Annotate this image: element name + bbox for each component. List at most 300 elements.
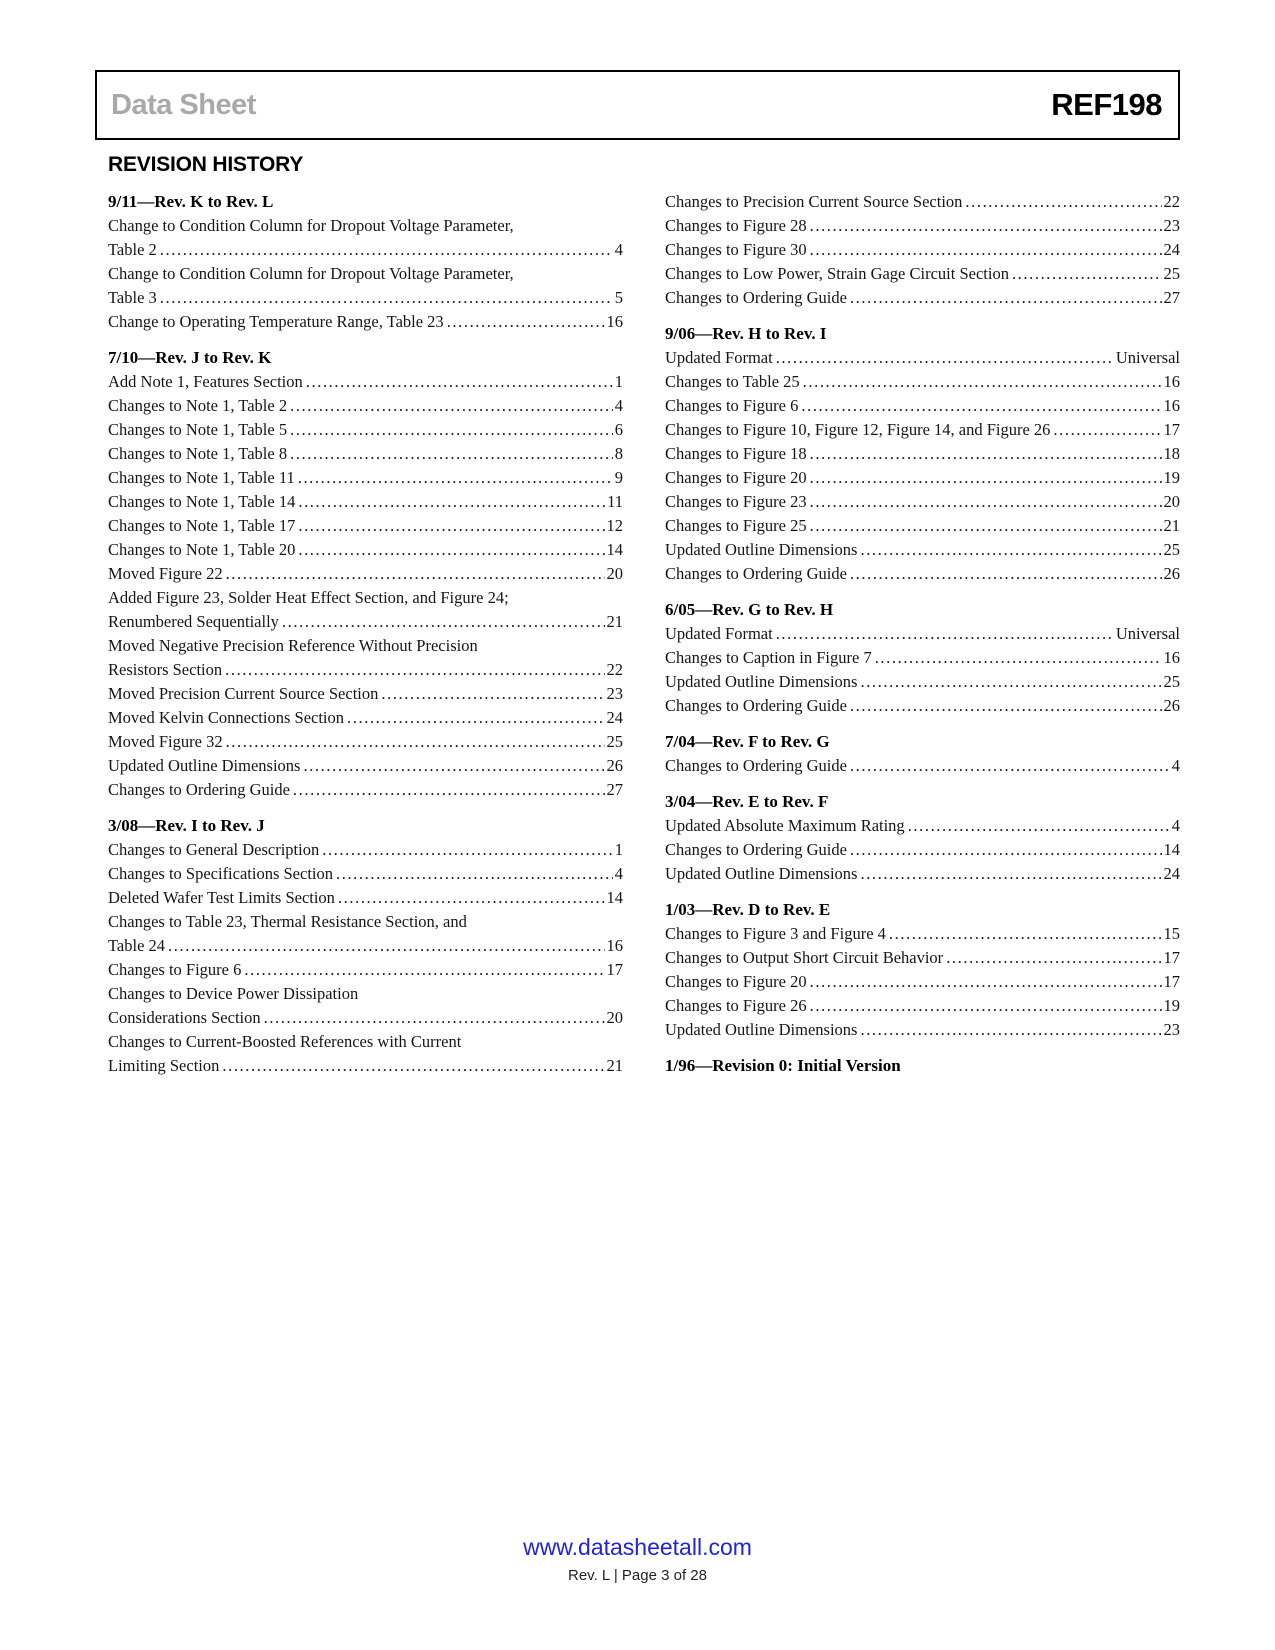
revision-entry-row (665, 490, 1180, 514)
revision-entry-page: 24 (1163, 240, 1180, 259)
revision-entry (665, 466, 1180, 490)
revision-entry-page: 9 (614, 468, 623, 487)
revision-entry-text: Updated Outline Dimensions (665, 864, 858, 883)
revision-entry (108, 634, 623, 682)
revision-entry-page: 25 (606, 732, 623, 751)
revision-entry-page: 25 (1163, 672, 1180, 691)
revision-entry-row (665, 538, 1180, 562)
revision-entry-page: 4 (1171, 756, 1180, 775)
leader-dots (803, 370, 1162, 394)
leader-dots (860, 670, 1161, 694)
revision-entry (665, 442, 1180, 466)
revision-entry (665, 814, 1180, 838)
page-title: REVISION HISTORY (108, 153, 304, 176)
revision-entry-page: 26 (1163, 696, 1180, 715)
revision-section (665, 730, 1180, 778)
leader-dots (810, 994, 1162, 1018)
revision-entry (108, 730, 623, 754)
revision-entry-page: 1 (614, 372, 623, 391)
leader-dots (160, 286, 613, 310)
revision-entry (665, 190, 1180, 214)
revision-entry-text: Moved Precision Current Source Section (108, 684, 379, 703)
leader-dots (290, 442, 613, 466)
revision-section (665, 598, 1180, 718)
leader-dots (810, 970, 1162, 994)
revision-entry-page: 23 (1163, 1020, 1180, 1039)
revision-entry (108, 862, 623, 886)
leader-dots (303, 754, 604, 778)
revision-entry-row (665, 394, 1180, 418)
revision-entry (665, 754, 1180, 778)
revision-entry (665, 994, 1180, 1018)
revision-entry-page: 21 (606, 612, 623, 631)
leader-dots (338, 886, 605, 910)
revision-entry-row (108, 682, 623, 706)
revision-entry-row (108, 610, 623, 634)
revision-entry-page: 22 (1163, 192, 1180, 211)
revision-entry-text: Changes to Caption in Figure 7 (665, 648, 872, 667)
revision-entry-text: Changes to Figure 28 (665, 216, 807, 235)
revision-entry (665, 286, 1180, 310)
revision-section-heading: 6/05—Rev. G to Rev. H (665, 600, 834, 619)
leader-dots (850, 286, 1162, 310)
revision-entry-row (108, 658, 623, 682)
revision-entry-text: Updated Outline Dimensions (665, 672, 858, 691)
revision-entry (665, 562, 1180, 586)
revision-section (665, 1054, 1180, 1078)
revision-entry (665, 970, 1180, 994)
revision-entry-row (108, 958, 623, 982)
leader-dots (347, 706, 604, 730)
leader-dots (965, 190, 1161, 214)
revision-entry (665, 694, 1180, 718)
revision-entry-row (108, 886, 623, 910)
revision-entry-text: Changes to Figure 30 (665, 240, 807, 259)
revision-entry-text: Changes to Specifications Section (108, 864, 333, 883)
revision-section-heading: 1/03—Rev. D to Rev. E (665, 900, 831, 919)
revision-entry (108, 562, 623, 586)
revision-entry-page: Universal (1115, 348, 1180, 367)
revision-entry-page: 17 (1163, 420, 1180, 439)
leader-dots (810, 238, 1162, 262)
revision-entry-row (108, 862, 623, 886)
revision-entry-text: Changes to Ordering Guide (665, 696, 847, 715)
revision-section (665, 322, 1180, 586)
leader-dots (336, 862, 613, 886)
revision-section (665, 190, 1180, 310)
revision-entry-text: Changes to Note 1, Table 2 (108, 396, 288, 415)
doc-type-label: Data Sheet (111, 88, 256, 121)
leader-dots (447, 310, 605, 334)
revision-entry-text: Updated Format (665, 348, 773, 367)
revision-entry (108, 442, 623, 466)
revision-entry-text: Changes to Note 1, Table 5 (108, 420, 288, 439)
revision-entry-text: Changes to Figure 18 (665, 444, 807, 463)
revision-entry-text: Table 24 (108, 936, 166, 955)
leader-dots (776, 622, 1114, 646)
revision-entry (665, 370, 1180, 394)
revision-entry-text: Changes to Figure 26 (665, 996, 807, 1015)
revision-section (665, 790, 1180, 886)
revision-entry-row (665, 262, 1180, 286)
leader-dots (946, 946, 1161, 970)
revision-entry-text: Changes to Ordering Guide (665, 840, 847, 859)
revision-entry-row (108, 514, 623, 538)
revision-entry (665, 418, 1180, 442)
leader-dots (1012, 262, 1162, 286)
revision-entry-text: Moved Figure 32 (108, 732, 223, 751)
revision-entry-text: Changes to Note 1, Table 8 (108, 444, 288, 463)
left-column (108, 190, 623, 1078)
revision-entry-page: 17 (1163, 972, 1180, 991)
leader-dots (306, 370, 613, 394)
revision-entry (665, 214, 1180, 238)
revision-entry-text: Changes to Note 1, Table 20 (108, 540, 296, 559)
revision-entry (108, 538, 623, 562)
revision-entry-row (665, 442, 1180, 466)
leader-dots (860, 862, 1161, 886)
revision-entry-page: 14 (1163, 840, 1180, 859)
revision-entry-text: Table 2 (108, 240, 157, 259)
revision-entry (665, 238, 1180, 262)
revision-entry-text: Add Note 1, Features Section (108, 372, 303, 391)
revision-entry-page: 24 (1163, 864, 1180, 883)
footer-link[interactable]: www.datasheetall.com (523, 1534, 752, 1560)
revision-entry (665, 262, 1180, 286)
revision-entry-row (665, 622, 1180, 646)
leader-dots (290, 394, 613, 418)
leader-dots (298, 538, 604, 562)
revision-entry-page: 19 (1163, 468, 1180, 487)
revision-entry-row (665, 370, 1180, 394)
revision-section (665, 898, 1180, 1042)
leader-dots (860, 1018, 1161, 1042)
revision-section (108, 190, 623, 334)
revision-entry-row (108, 490, 623, 514)
revision-entry-row (665, 754, 1180, 778)
revision-entry-row (108, 778, 623, 802)
revision-entry-page: 14 (606, 888, 623, 907)
revision-entry (665, 838, 1180, 862)
leader-dots (801, 394, 1161, 418)
revision-entry (108, 754, 623, 778)
revision-section-heading: 7/04—Rev. F to Rev. G (665, 732, 830, 751)
revision-entry-row (665, 694, 1180, 718)
revision-history-columns (108, 190, 1180, 1078)
leader-dots (908, 814, 1170, 838)
revision-entry-row (665, 466, 1180, 490)
revision-entry (108, 982, 623, 1030)
revision-entry-row (665, 946, 1180, 970)
revision-entry-page: 17 (606, 960, 623, 979)
revision-entry-row (108, 1054, 623, 1078)
leader-dots (225, 658, 604, 682)
revision-entry (665, 514, 1180, 538)
leader-dots (322, 838, 613, 862)
revision-entry (665, 490, 1180, 514)
revision-entry (108, 886, 623, 910)
revision-entry-text: Limiting Section (108, 1056, 220, 1075)
revision-entry (108, 706, 623, 730)
leader-dots (298, 490, 605, 514)
revision-entry-row (108, 238, 623, 262)
revision-entry (665, 922, 1180, 946)
revision-entry-row (108, 838, 623, 862)
revision-entry-text: Changes to Figure 25 (665, 516, 807, 535)
leader-dots (381, 682, 604, 706)
revision-entry-text: Change to Condition Column for Dropout Voltage Parameter, (108, 216, 514, 235)
leader-dots (226, 730, 605, 754)
revision-entry-page: 22 (606, 660, 623, 679)
revision-entry-text: Changes to Low Power, Strain Gage Circuit Section (665, 264, 1009, 283)
revision-entry-text: Updated Outline Dimensions (665, 540, 858, 559)
revision-entry-row (108, 934, 623, 958)
revision-entry-text: Changes to Output Short Circuit Behavior (665, 948, 944, 967)
revision-entry-row (665, 514, 1180, 538)
revision-entry (108, 682, 623, 706)
revision-entry (108, 586, 623, 634)
revision-entry (108, 214, 623, 262)
revision-entry-text: Changes to Figure 6 (108, 960, 242, 979)
part-number: REF198 (1051, 87, 1162, 122)
revision-entry (665, 394, 1180, 418)
revision-entry (665, 622, 1180, 646)
revision-entry-row (108, 730, 623, 754)
revision-entry-page: 20 (606, 564, 623, 583)
revision-entry-text: Changes to Current-Boosted References with Current (108, 1032, 462, 1051)
revision-entry-page: 25 (1163, 540, 1180, 559)
revision-entry-page: 4 (614, 396, 623, 415)
leader-dots (776, 346, 1114, 370)
revision-entry-text: Renumbered Sequentially (108, 612, 279, 631)
leader-dots (168, 934, 604, 958)
leader-dots (875, 646, 1162, 670)
leader-dots (850, 754, 1170, 778)
revision-entry-text: Considerations Section (108, 1008, 261, 1027)
revision-section-heading: 3/04—Rev. E to Rev. F (665, 792, 829, 811)
revision-entry-page: 21 (606, 1056, 623, 1075)
revision-entry (665, 670, 1180, 694)
revision-section-heading: 9/06—Rev. H to Rev. I (665, 324, 827, 343)
leader-dots (290, 418, 613, 442)
revision-entry-text: Changes to Table 25 (665, 372, 800, 391)
revision-entry-row (665, 346, 1180, 370)
revision-entry-page: 4 (614, 864, 623, 883)
revision-entry-row (665, 562, 1180, 586)
revision-entry-row (108, 466, 623, 490)
revision-entry-page: 17 (1163, 948, 1180, 967)
revision-entry-row (108, 1006, 623, 1030)
revision-entry-page: 12 (606, 516, 623, 535)
revision-entry-text: Moved Kelvin Connections Section (108, 708, 345, 727)
revision-entry (665, 862, 1180, 886)
revision-entry (665, 346, 1180, 370)
leader-dots (222, 1054, 604, 1078)
revision-entry-page: 23 (606, 684, 623, 703)
revision-entry-text: Changes to Figure 20 (665, 972, 807, 991)
leader-dots (850, 838, 1162, 862)
revision-entry-text: Table 3 (108, 288, 157, 307)
revision-entry-page: 5 (614, 288, 623, 307)
revision-section-heading: 3/08—Rev. I to Rev. J (108, 816, 265, 835)
revision-entry (108, 466, 623, 490)
revision-section-heading: 9/11—Rev. K to Rev. L (108, 192, 274, 211)
revision-entry (108, 1030, 623, 1078)
revision-entry-page: 16 (606, 312, 623, 331)
revision-entry-page: 1 (614, 840, 623, 859)
revision-entry (108, 514, 623, 538)
revision-entry (108, 778, 623, 802)
revision-entry-text: Changes to Figure 6 (665, 396, 799, 415)
revision-entry-text: Changes to Ordering Guide (665, 756, 847, 775)
revision-entry-text: Changes to Figure 10, Figure 12, Figure 14, and Figure 26 (665, 420, 1051, 439)
revision-entry-page: 26 (606, 756, 623, 775)
revision-entry-text: Updated Outline Dimensions (665, 1020, 858, 1039)
revision-entry-row (665, 862, 1180, 886)
revision-entry-row (665, 922, 1180, 946)
revision-entry-page: 8 (614, 444, 623, 463)
revision-entry-page: 16 (1163, 648, 1180, 667)
revision-entry (108, 418, 623, 442)
revision-entry-page: 18 (1163, 444, 1180, 463)
revision-entry-text: Moved Figure 22 (108, 564, 223, 583)
revision-entry-text: Moved Negative Precision Reference Without Precision (108, 636, 478, 655)
leader-dots (889, 922, 1162, 946)
revision-entry-text: Changes to Device Power Dissipation (108, 984, 359, 1003)
revision-entry-page: 25 (1163, 264, 1180, 283)
revision-entry (108, 490, 623, 514)
revision-entry-row (665, 814, 1180, 838)
leader-dots (850, 562, 1162, 586)
leader-dots (1053, 418, 1161, 442)
revision-entry-text: Updated Absolute Maximum Rating (665, 816, 905, 835)
revision-entry-row (665, 238, 1180, 262)
revision-entry-text: Changes to Table 23, Thermal Resistance Section, and (108, 912, 467, 931)
revision-entry-page: 21 (1163, 516, 1180, 535)
revision-entry-page: 14 (606, 540, 623, 559)
revision-entry-text: Deleted Wafer Test Limits Section (108, 888, 335, 907)
revision-entry-page: 16 (1163, 396, 1180, 415)
revision-entry (108, 910, 623, 958)
revision-entry (665, 946, 1180, 970)
leader-dots (810, 514, 1162, 538)
leader-dots (264, 1006, 605, 1030)
revision-entry-row (665, 970, 1180, 994)
revision-entry-row (108, 286, 623, 310)
revision-entry-text: Changes to Figure 3 and Figure 4 (665, 924, 886, 943)
revision-entry-text: Changes to Figure 20 (665, 468, 807, 487)
revision-entry-page: 19 (1163, 996, 1180, 1015)
revision-section (108, 814, 623, 1078)
revision-entry-row (665, 838, 1180, 862)
leader-dots (298, 466, 613, 490)
leader-dots (810, 490, 1162, 514)
leader-dots (244, 958, 604, 982)
revision-entry-page: 6 (614, 420, 623, 439)
revision-entry-text: Updated Format (665, 624, 773, 643)
revision-entry-page: 24 (606, 708, 623, 727)
revision-entry-text: Changes to Note 1, Table 11 (108, 468, 295, 487)
revision-entry-page: 4 (1171, 816, 1180, 835)
revision-entry-text: Changes to Note 1, Table 17 (108, 516, 296, 535)
leader-dots (160, 238, 613, 262)
revision-entry (108, 838, 623, 862)
leader-dots (810, 442, 1162, 466)
leader-dots (860, 538, 1161, 562)
revision-entry-row (665, 1018, 1180, 1042)
revision-entry-row (108, 418, 623, 442)
revision-entry-page: 20 (606, 1008, 623, 1027)
revision-entry (108, 310, 623, 334)
revision-entry-page: 20 (1163, 492, 1180, 511)
revision-entry-text: Added Figure 23, Solder Heat Effect Section, and Figure 24; (108, 588, 509, 607)
revision-entry-text: Changes to Ordering Guide (665, 288, 847, 307)
revision-entry-text: Change to Condition Column for Dropout Voltage Parameter, (108, 264, 514, 283)
revision-entry-text: Changes to General Description (108, 840, 320, 859)
revision-entry (108, 394, 623, 418)
revision-entry-row (665, 418, 1180, 442)
revision-entry (108, 958, 623, 982)
revision-entry-page: 26 (1163, 564, 1180, 583)
revision-entry-text: Changes to Ordering Guide (108, 780, 290, 799)
revision-entry-row (108, 442, 623, 466)
revision-entry (665, 538, 1180, 562)
revision-entry-row (108, 562, 623, 586)
leader-dots (282, 610, 605, 634)
revision-entry (665, 1018, 1180, 1042)
leader-dots (226, 562, 605, 586)
revision-entry (108, 262, 623, 310)
revision-entry-row (108, 310, 623, 334)
leader-dots (810, 466, 1162, 490)
revision-entry-row (665, 214, 1180, 238)
revision-entry (108, 370, 623, 394)
revision-entry-text: Change to Operating Temperature Range, Table 23 (108, 312, 444, 331)
revision-entry-page: 15 (1163, 924, 1180, 943)
revision-entry-page: Universal (1115, 624, 1180, 643)
revision-entry-text: Updated Outline Dimensions (108, 756, 301, 775)
revision-entry-row (108, 370, 623, 394)
revision-entry-page: 11 (607, 492, 623, 511)
revision-entry-page: 23 (1163, 216, 1180, 235)
revision-entry-page: 27 (606, 780, 623, 799)
datasheet-header (95, 70, 1180, 140)
revision-entry-text: Changes to Ordering Guide (665, 564, 847, 583)
revision-entry-row (665, 190, 1180, 214)
revision-entry-row (665, 286, 1180, 310)
revision-section-heading: 1/96—Revision 0: Initial Version (665, 1056, 901, 1075)
revision-entry-row (108, 538, 623, 562)
revision-entry-row (665, 670, 1180, 694)
leader-dots (810, 214, 1162, 238)
leader-dots (298, 514, 604, 538)
revision-entry-row (108, 394, 623, 418)
right-column (665, 190, 1180, 1078)
footer-revision-page: Rev. L | Page 3 of 28 (568, 1567, 707, 1584)
leader-dots (850, 694, 1162, 718)
revision-entry-row (108, 754, 623, 778)
revision-entry-row (665, 646, 1180, 670)
revision-entry-page: 16 (606, 936, 623, 955)
revision-entry-page: 4 (614, 240, 623, 259)
revision-entry-text: Changes to Precision Current Source Section (665, 192, 963, 211)
leader-dots (293, 778, 605, 802)
revision-entry-row (665, 994, 1180, 1018)
revision-entry-page: 16 (1163, 372, 1180, 391)
revision-entry-text: Changes to Figure 23 (665, 492, 807, 511)
revision-entry-page: 27 (1163, 288, 1180, 307)
revision-entry-text: Resistors Section (108, 660, 223, 679)
